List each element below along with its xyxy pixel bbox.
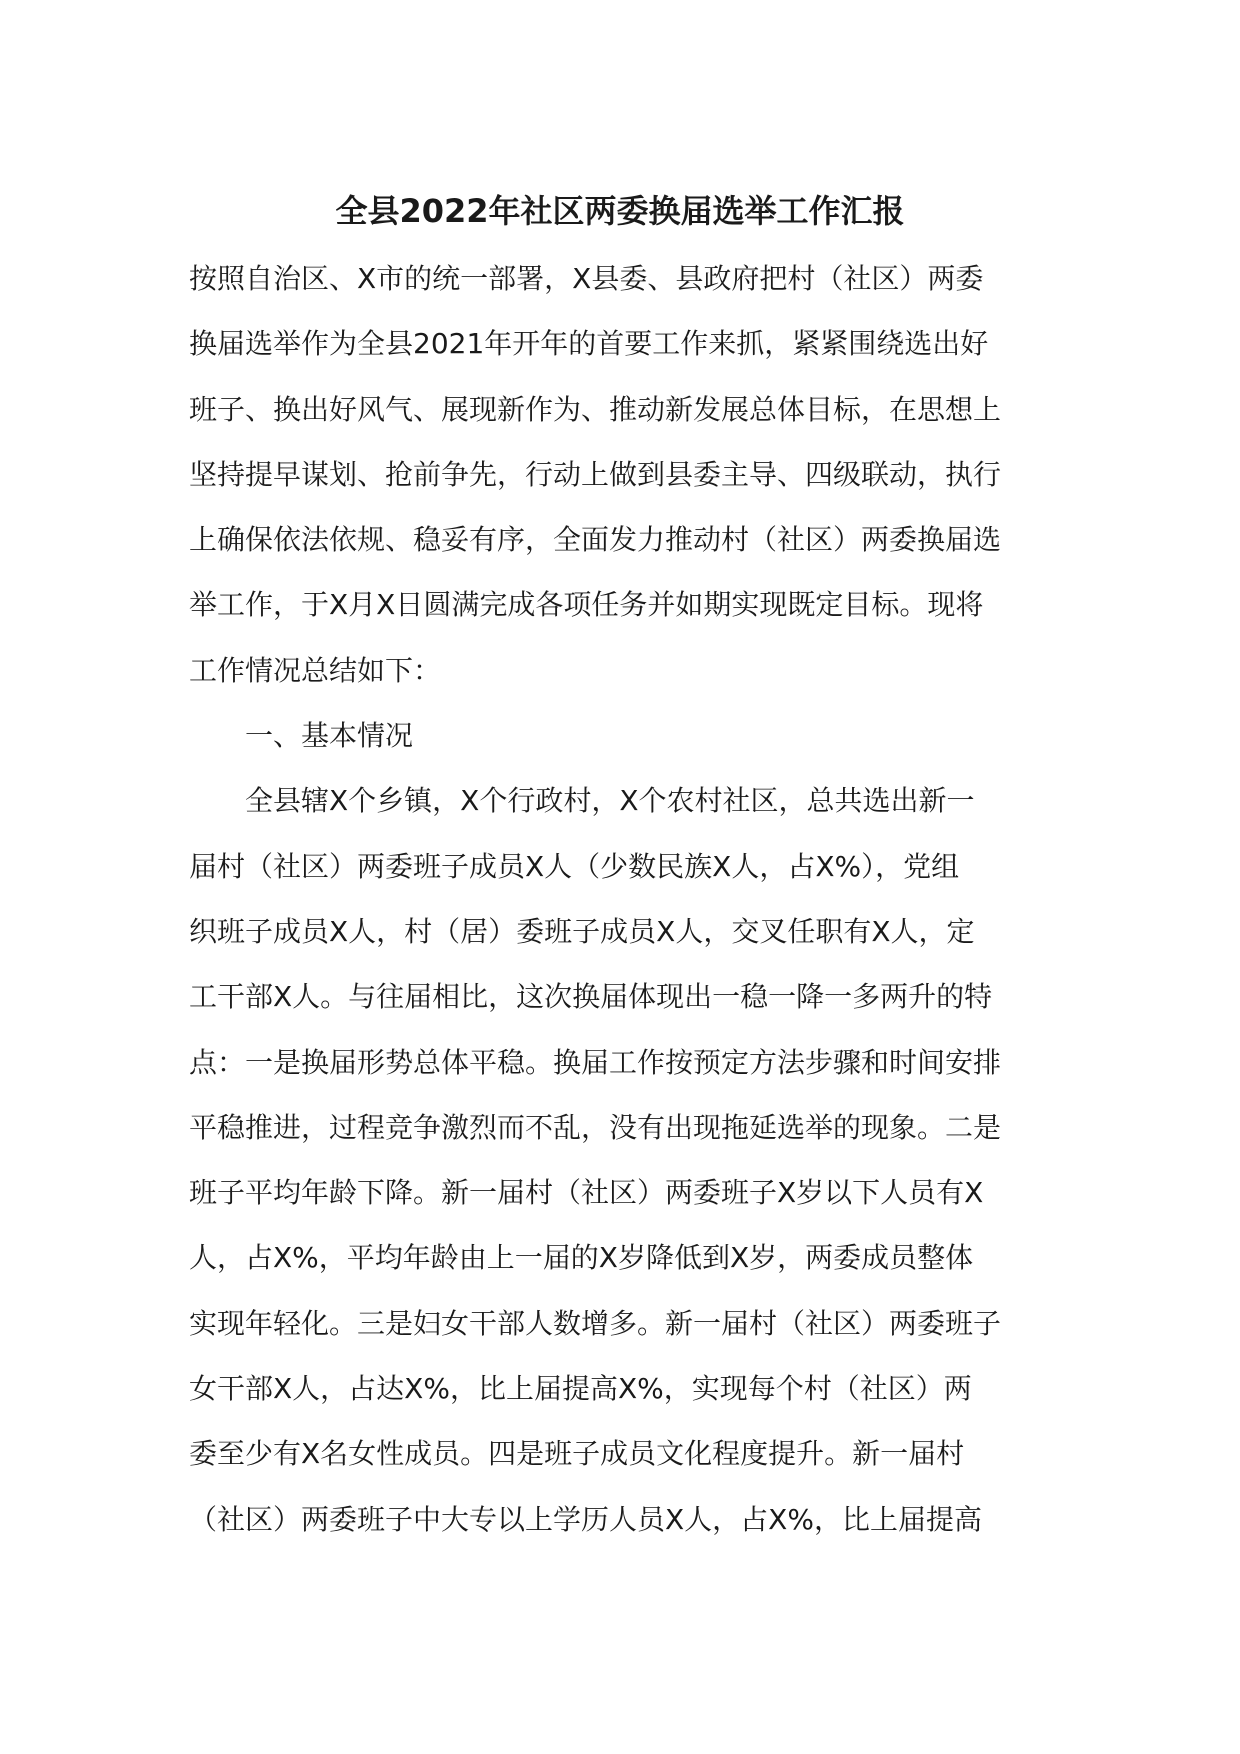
paragraph-line: 班子、换出好风气、展现新作为、推动新发展总体目标，在思想上 [189,392,1002,426]
paragraph-line: 工作情况总结如下： [189,653,442,687]
document-title: 全县2022年社区两委换届选举工作汇报 [335,192,905,230]
paragraph-line: 委至少有X名女性成员。四是班子成员文化程度提升。新一届村 [189,1437,965,1471]
section-heading: 一、基本情况 [245,719,414,753]
paragraph-line: 届村（社区）两委班子成员X人（少数民族X人，占X%），党组 [189,849,960,883]
paragraph-line: 平稳推进，过程竞争激烈而不乱，没有出现拖延选举的现象。二是 [189,1110,1002,1144]
paragraph-line: 全县辖X个乡镇，X个行政村，X个农村社区，总共选出新一 [245,784,975,818]
paragraph-line: 织班子成员X人，村（居）委班子成员X人，交叉任职有X人，定 [189,914,975,948]
paragraph-line: 上确保依法依规、稳妥有序，全面发力推动村（社区）两委换届选 [189,523,1002,557]
paragraph-line: （社区）两委班子中大专以上学历人员X人，占X%，比上届提高 [189,1502,982,1536]
paragraph-line: 班子平均年龄下降。新一届村（社区）两委班子X岁以下人员有X [189,1176,984,1210]
paragraph-line: 换届选举作为全县2021年开年的首要工作来抓，紧紧围绕选出好 [189,327,989,361]
paragraph-line: 人，占X%，平均年龄由上一届的X岁降低到X岁，两委成员整体 [189,1241,974,1275]
paragraph-line: 女干部X人，占达X%，比上届提高X%，实现每个村（社区）两 [189,1372,972,1406]
paragraph-line: 举工作，于X月X日圆满完成各项任务并如期实现既定目标。现将 [189,588,984,622]
paragraph-line: 坚持提早谋划、抢前争先，行动上做到县委主导、四级联动，执行 [189,457,1002,491]
paragraph-line: 点：一是换届形势总体平稳。换届工作按预定方法步骤和时间安排 [189,1045,1002,1079]
paragraph-line: 按照自治区、X市的统一部署，X县委、县政府把村（社区）两委 [189,262,984,295]
paragraph-line: 工干部X人。与往届相比，这次换届体现出一稳一降一多两升的特 [189,980,993,1014]
paragraph-line: 实现年轻化。三是妇女干部人数增多。新一届村（社区）两委班子 [189,1306,1002,1340]
document-body [189,246,1069,1552]
